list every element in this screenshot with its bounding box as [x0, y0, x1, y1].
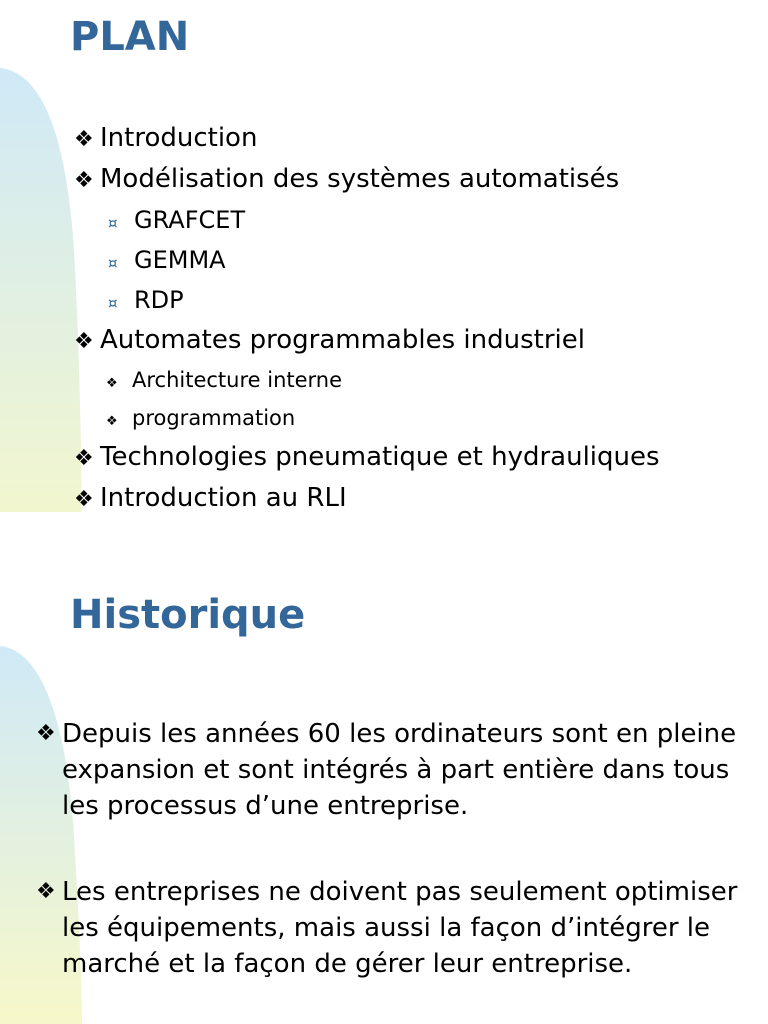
diamond-bullet-icon: ❖ — [36, 721, 56, 746]
list-item-label: GRAFCET — [134, 206, 246, 234]
paragraph-text: Les entreprises ne doivent pas seulement optimiser les équipements, mais aussi la façon d’intégrer le marché et la façon de gérer leur entreprise. — [62, 877, 738, 979]
page-title: Historique — [70, 592, 306, 638]
list-item-label: Architecture interne — [132, 368, 343, 392]
list-item — [74, 200, 754, 240]
diamond-bullet-icon: ❖ — [74, 127, 94, 152]
list-item-label: GEMMA — [134, 246, 226, 274]
plan-list — [74, 118, 754, 512]
list-item — [74, 159, 754, 200]
paragraph-item — [36, 716, 748, 824]
list-item — [74, 320, 754, 361]
diamond-bullet-icon: ❖ — [74, 446, 94, 471]
list-item-label: Introduction au RLI — [100, 483, 347, 512]
list-item — [74, 280, 754, 320]
list-item — [74, 240, 754, 280]
list-item-label: programmation — [132, 406, 296, 430]
small-diamond-bullet-icon: ❖ — [106, 376, 118, 391]
list-item-label: Technologies pneumatique et hydrauliques — [100, 442, 660, 472]
list-item — [74, 478, 754, 512]
diamond-bullet-icon: ❖ — [74, 168, 94, 193]
paragraph-item — [36, 874, 748, 982]
diamond-bullet-icon: ❖ — [74, 487, 94, 512]
page-title: PLAN — [70, 14, 190, 60]
list-item-label: Modélisation des systèmes automatisés — [100, 164, 620, 194]
slide-historique — [0, 576, 768, 1024]
list-item-label: RDP — [134, 286, 184, 314]
currency-bullet-icon: ¤ — [108, 254, 118, 272]
small-diamond-bullet-icon: ❖ — [106, 414, 118, 429]
currency-bullet-icon: ¤ — [108, 214, 118, 232]
currency-bullet-icon: ¤ — [108, 294, 118, 312]
list-item-label: Introduction — [100, 123, 258, 153]
history-paragraphs — [36, 716, 748, 1024]
list-item — [74, 437, 754, 478]
list-item — [74, 118, 754, 159]
list-item — [74, 399, 754, 437]
paragraph-text: Depuis les années 60 les ordinateurs sont en pleine expansion et sont intégrés à part entière dans tous les processus d’une entreprise. — [62, 719, 737, 821]
list-item — [74, 361, 754, 399]
list-item-label: Automates programmables industriel — [100, 325, 585, 355]
diamond-bullet-icon: ❖ — [36, 879, 56, 904]
diamond-bullet-icon: ❖ — [74, 329, 94, 354]
